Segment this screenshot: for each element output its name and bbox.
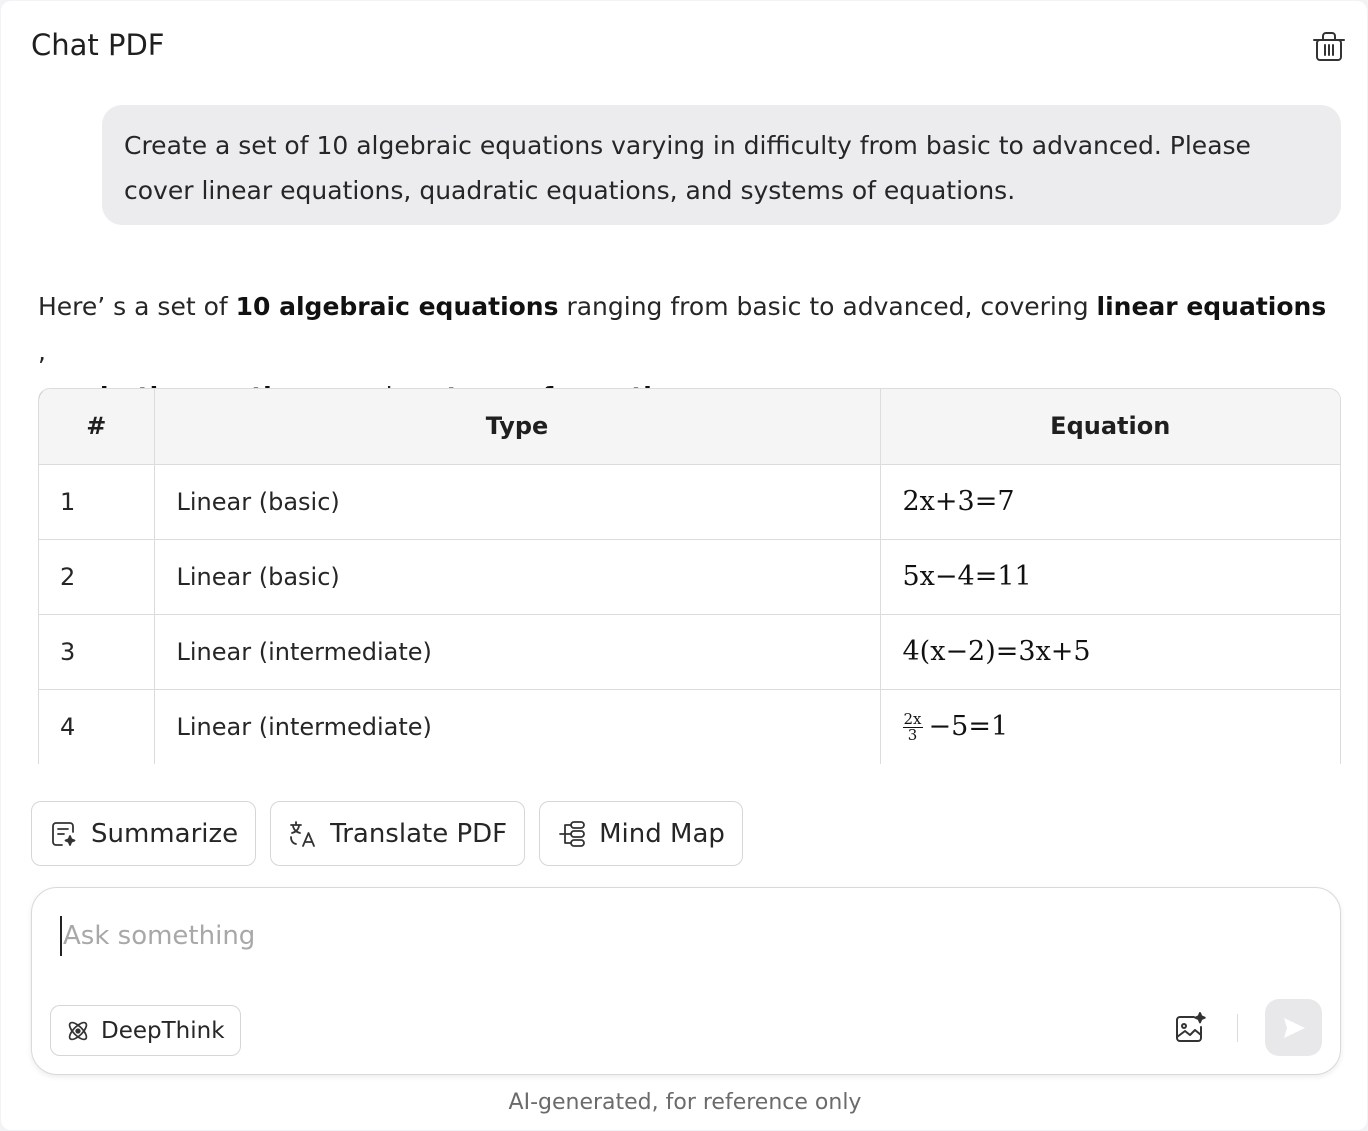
row-equation: 5x−4=11	[880, 539, 1340, 614]
translate-pdf-label: Translate PDF	[330, 818, 508, 849]
table-row	[39, 689, 1340, 764]
table-row	[39, 464, 1340, 539]
row-number: 2	[39, 539, 154, 614]
row-type: Linear (basic)	[154, 464, 880, 539]
mind-map-icon	[557, 819, 587, 849]
deepthink-toggle[interactable]	[50, 1005, 241, 1056]
row-type: Linear (basic)	[154, 539, 880, 614]
equation-rest: −5=1	[928, 710, 1009, 742]
row-type: Linear (intermediate)	[154, 614, 880, 689]
panel-title: Chat PDF	[31, 28, 165, 62]
translate-pdf-button[interactable]	[270, 801, 525, 866]
ask-input[interactable]	[60, 916, 1260, 956]
intro-text: ,	[38, 337, 46, 366]
user-message-bubble: Create a set of 10 algebraic equations varying in difficulty from basic to advanced. Please cover linear equations, quadratic equations, and systems of equations.	[102, 105, 1341, 225]
column-header-equation: Equation	[880, 389, 1340, 464]
ai-disclaimer: AI-generated, for reference only	[508, 1090, 862, 1115]
column-header-type: Type	[154, 389, 880, 464]
mind-map-button[interactable]	[539, 801, 743, 866]
ai-image-icon	[1172, 1010, 1208, 1046]
intro-text: ranging from basic to advanced, covering	[558, 292, 1097, 321]
translate-icon	[288, 819, 318, 849]
send-button[interactable]	[1265, 999, 1322, 1056]
ai-image-button[interactable]	[1172, 1010, 1208, 1046]
fraction	[903, 709, 923, 744]
intro-bold-linear: linear equations	[1096, 292, 1327, 321]
clear-chat-button[interactable]	[1309, 25, 1349, 65]
row-number: 3	[39, 614, 154, 689]
table-row	[39, 614, 1340, 689]
chat-pdf-panel	[1, 1, 1367, 1130]
send-icon	[1279, 1013, 1309, 1043]
composer	[31, 887, 1341, 1075]
fraction-numerator: 2x	[903, 709, 922, 728]
row-equation: 4(x−2)=3x+5	[880, 614, 1340, 689]
composer-divider	[1237, 1014, 1238, 1042]
row-number: 1	[39, 464, 154, 539]
quick-actions	[31, 801, 743, 866]
table-header-row	[39, 389, 1340, 464]
intro-text: Here’ s a set of	[38, 292, 236, 321]
table-row	[39, 539, 1340, 614]
summarize-button[interactable]	[31, 801, 256, 866]
fraction-denominator: 3	[907, 725, 918, 744]
intro-bold-count: 10 algebraic equations	[235, 292, 559, 321]
row-equation: 2x+3=7	[880, 464, 1340, 539]
equations-table	[38, 388, 1341, 764]
mind-map-label: Mind Map	[599, 818, 725, 849]
row-type: Linear (intermediate)	[154, 689, 880, 764]
summarize-label: Summarize	[91, 818, 239, 849]
trash-basket-icon	[1309, 25, 1349, 65]
atom-icon	[65, 1018, 91, 1044]
deepthink-label: DeepThink	[101, 1017, 225, 1044]
row-number: 4	[39, 689, 154, 764]
summarize-icon	[49, 819, 79, 849]
row-equation	[880, 689, 1340, 764]
column-header-number: #	[39, 389, 154, 464]
